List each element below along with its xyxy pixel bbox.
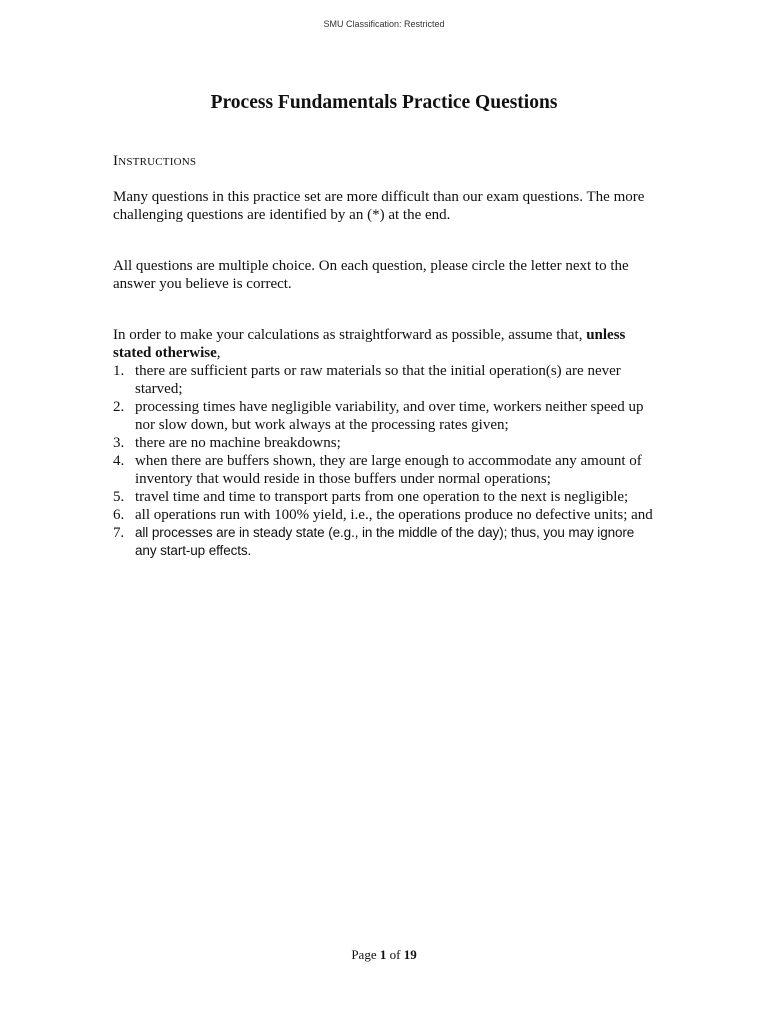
page-label: Page bbox=[351, 947, 377, 962]
list-item-text: all operations run with 100% yield, i.e., the operations produce no defective units; and bbox=[135, 507, 653, 523]
document-title: Process Fundamentals Practice Questions bbox=[210, 92, 558, 113]
list-item bbox=[113, 362, 658, 398]
list-item bbox=[113, 434, 658, 452]
list-item bbox=[113, 488, 658, 506]
page-total: 19 bbox=[403, 947, 417, 962]
list-item-text: travel time and time to transport parts from one operation to the next is negligible; bbox=[135, 489, 629, 505]
list-item-text: processing times have negligible variability, and over time, workers neither speed up nor slow down, but work always at the processing rates given; bbox=[135, 399, 644, 433]
list-item-number: 3. bbox=[113, 435, 125, 451]
list-item-text: all processes are in steady state (e.g., in the middle of the day); thus, you may ignore any start-up effects. bbox=[135, 525, 635, 558]
list-item bbox=[113, 398, 658, 434]
list-item-number: 2. bbox=[113, 399, 125, 415]
list-item bbox=[113, 524, 658, 560]
classification-label: SMU Classification: Restricted bbox=[323, 19, 445, 29]
document-body bbox=[113, 152, 658, 560]
list-item-number: 5. bbox=[113, 489, 125, 505]
assumptions-list bbox=[113, 362, 658, 560]
paragraph-assumptions bbox=[113, 326, 658, 362]
instructions-heading: Instructions bbox=[113, 153, 197, 169]
list-item-text: when there are buffers shown, they are large enough to accommodate any amount of inventory that would reside in those buffers under normal operations; bbox=[135, 453, 642, 487]
list-item bbox=[113, 506, 658, 524]
list-item-number: 7. bbox=[113, 525, 125, 541]
list-item-number: 4. bbox=[113, 453, 125, 469]
assumptions-emphasis: unless stated otherwise bbox=[113, 327, 626, 361]
list-item-text: there are no machine breakdowns; bbox=[135, 435, 341, 451]
list-item-text: there are sufficient parts or raw materials so that the initial operation(s) are never starved; bbox=[135, 363, 621, 397]
assumptions-intro: In order to make your calculations as straightforward as possible, assume that, bbox=[113, 327, 587, 343]
assumptions-suffix: , bbox=[216, 345, 221, 361]
paragraph-difficulty: Many questions in this practice set are more difficult than our exam questions. The more challenging questions are identified by an (*) at the end. bbox=[113, 189, 645, 223]
paragraph-multiple-choice: All questions are multiple choice. On each question, please circle the letter next to the answer you believe is correct. bbox=[113, 258, 629, 292]
list-item-number: 1. bbox=[113, 363, 125, 379]
list-item-number: 6. bbox=[113, 507, 125, 523]
of-label: of bbox=[389, 947, 401, 962]
page-footer bbox=[0, 947, 768, 963]
list-item bbox=[113, 452, 658, 488]
page-current: 1 bbox=[379, 947, 387, 962]
